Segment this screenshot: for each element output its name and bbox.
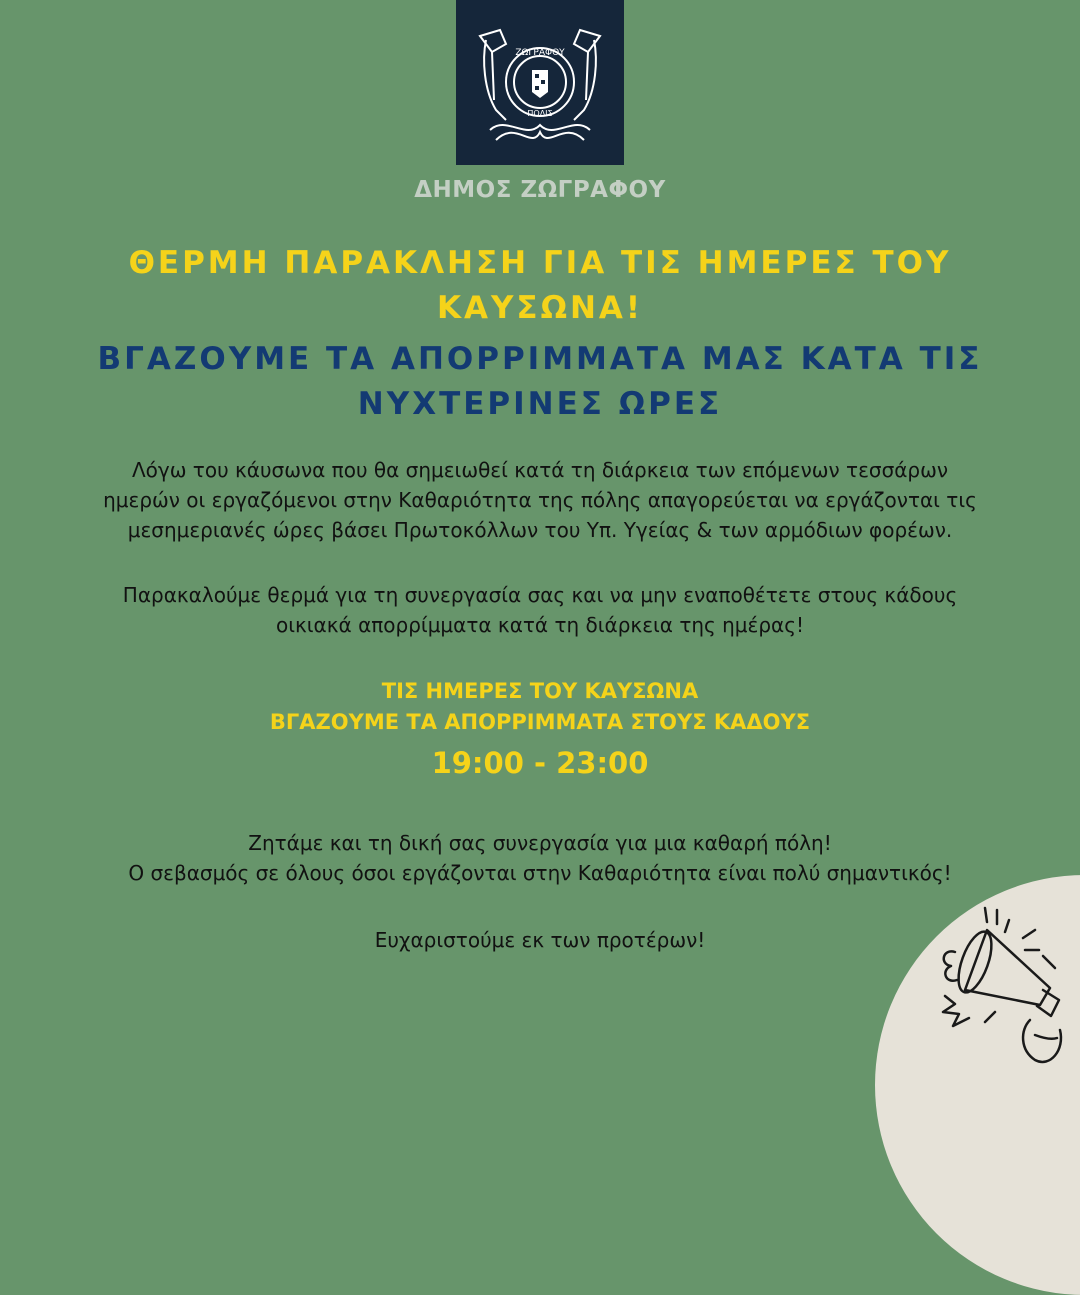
- headline-plea-line-1: ΘΕΡΜΗ ΠΑΡΑΚΛΗΣΗ ΓΙΑ ΤΙΣ ΗΜΕΡΕΣ ΤΟΥ: [128, 245, 952, 281]
- headline-instruction-line-2: ΝΥΧΤΕΡΙΝΕΣ ΩΡΕΣ: [357, 386, 723, 422]
- megaphone-icon: [925, 900, 1080, 1080]
- paragraph-line: Ζητάμε και τη δική σας συνεργασία για μια καθαρή πόλη!: [248, 831, 832, 855]
- crest-emblem-icon: [456, 0, 624, 165]
- headline-instruction-line-1: ΒΓΑΖΟΥΜΕ ΤΑ ΑΠΟΡΡΙΜΜΑΤΑ ΜΑΣ ΚΑΤΑ ΤΙΣ: [97, 341, 983, 377]
- paragraph-line: Λόγω του κάυσωνα που θα σημειωθεί κατά τη διάρκεια των επόμενων τεσσάρων: [131, 458, 949, 482]
- paragraph-line: ημερών οι εργαζόμενοι στην Καθαριότητα της πόλης απαγορεύεται να εργάζονται τις: [103, 488, 977, 512]
- schedule-heading: ΤΙΣ ΗΜΕΡΕΣ ΤΟΥ ΚΑΥΣΩΝΑ: [381, 679, 699, 703]
- headline-plea: [60, 241, 1020, 331]
- cooperation-request-paragraph: [40, 580, 1040, 640]
- respect-paragraph: [40, 828, 1040, 888]
- paragraph-line: Ο σεβασμός σε όλους όσοι εργάζονται στην Καθαριότητα είναι πολύ σημαντικός!: [128, 861, 952, 885]
- municipality-logo: [456, 0, 624, 165]
- schedule-instruction: ΒΓΑΖΟΥΜΕ ΤΑ ΑΠΟΡΡΙΜΜΑΤΑ ΣΤΟΥΣ ΚΑΔΟΥΣ: [269, 710, 811, 734]
- municipality-name: ΔΗΜΟΣ ΖΩΓΡΑΦΟΥ: [414, 177, 666, 203]
- heatwave-notice-paragraph: [40, 455, 1040, 545]
- headline-instruction: [60, 337, 1020, 427]
- logo-top-text: ΖΩΓΡΑΦΟΥ: [515, 48, 565, 58]
- thanks-text: Ευχαριστούμε εκ των προτέρων!: [374, 928, 706, 952]
- paragraph-line: μεσημεριανές ώρες βάσει Πρωτοκόλλων του Υπ. Υγείας & των αρμόδιων φορέων.: [127, 518, 953, 542]
- paragraph-line: Παρακαλούμε θερμά για τη συνεργασία σας και να μην εναποθέτετε στους κάδους: [122, 583, 958, 607]
- paragraph-line: οικιακά απορρίμματα κατά τη διάρκεια της ημέρας!: [276, 613, 804, 637]
- schedule-time: 19:00 - 23:00: [431, 746, 649, 780]
- headline-plea-line-2: ΚΑΥΣΩΝΑ!: [436, 290, 644, 326]
- logo-bottom-text: ΠΟΛΙΣ: [527, 109, 553, 118]
